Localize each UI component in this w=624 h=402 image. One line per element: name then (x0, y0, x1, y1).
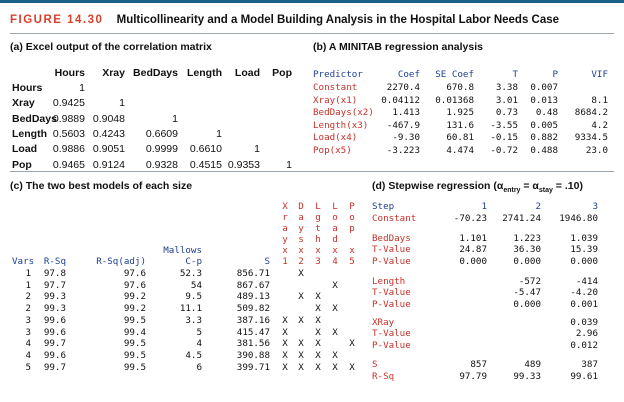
reg-vif: 8684.2 (574, 107, 608, 119)
bs-rsq-adj: 99.5 (123, 338, 146, 350)
reg-se: 670.8 (446, 82, 474, 93)
corr-header: Load (234, 67, 260, 79)
bs-included-mark: X (315, 314, 321, 326)
reg-predictor: Length(x3) (313, 119, 369, 131)
var-letter: x (298, 245, 304, 256)
s-value: 387 (581, 359, 598, 370)
corr-value: 0.9886 (52, 143, 85, 156)
reg-coef: -467.9 (386, 119, 420, 131)
reg-p: 0.013 (530, 94, 558, 106)
stepwise-value: 0.039 (570, 317, 598, 328)
reg-predictor: Load(x4) (313, 132, 358, 144)
reg-p: 0.48 (535, 107, 558, 119)
bs-rsq: 97.8 (43, 268, 66, 279)
bs-header: R-Sq(adj) (96, 256, 146, 267)
bs-cp: 4.5 (185, 349, 202, 361)
corr-row-label: Pop (12, 158, 32, 171)
stepwise-value: 2.96 (575, 328, 598, 340)
constant-label: Constant (372, 213, 417, 224)
var-letter: s (298, 234, 304, 245)
bs-cp: 9.5 (185, 291, 202, 303)
section-divider (10, 171, 614, 172)
s-label: S (372, 359, 378, 370)
stepwise-value: -5.47 (513, 287, 541, 299)
corr-row-label: Hours (12, 82, 43, 94)
corr-row-label: Load (12, 143, 38, 156)
stepwise-value: 15.39 (570, 244, 598, 256)
stepwise-value: 0.000 (513, 298, 541, 310)
bs-vars: 3 (25, 314, 31, 326)
var-letter: d (332, 234, 338, 245)
corr-value: 0.6609 (145, 127, 178, 140)
var-letter: a (282, 223, 288, 234)
rsq-value: 97.79 (459, 371, 487, 382)
bs-rsq-adj: 99.5 (123, 361, 146, 373)
bs-vars: 4 (25, 338, 31, 350)
corr-value: 0.9353 (227, 158, 260, 171)
rsq-value: 99.61 (570, 371, 598, 382)
var-letter: x (332, 245, 338, 256)
corr-row-label: Xray (12, 97, 35, 110)
bs-cp: 52.3 (179, 268, 202, 279)
panel-c-title: (c) The two best models of each size (10, 180, 193, 192)
bs-s: 415.47 (236, 326, 270, 338)
stepwise-value: -414 (575, 276, 598, 287)
bs-cp: 3.3 (185, 314, 202, 326)
stepwise-value: 0.012 (570, 339, 598, 351)
var-letter: g (315, 212, 321, 223)
bs-s: 856.71 (236, 268, 270, 279)
bs-included-mark: X (349, 338, 355, 350)
bs-vars: 1 (25, 268, 31, 279)
bs-included-mark: X (332, 303, 338, 315)
bs-rsq: 99.6 (43, 349, 66, 361)
corr-value: 0.9465 (52, 158, 85, 171)
var-letter: 4 (332, 256, 338, 267)
corr-value: 0.9328 (145, 158, 178, 171)
stepwise-row-label: T-Value (372, 287, 411, 299)
bs-included-mark: X (332, 349, 338, 361)
stepwise-value: 1.101 (459, 233, 487, 244)
reg-header: VIF (591, 69, 608, 80)
stepwise-row-label: Length (372, 276, 406, 287)
bs-included-mark: X (298, 268, 304, 279)
bs-rsq: 99.7 (43, 361, 66, 373)
bs-included-mark: X (298, 349, 304, 361)
bs-vars: 5 (25, 361, 31, 373)
bs-included-mark: X (315, 326, 321, 338)
bs-included-mark: X (315, 303, 321, 315)
corr-value: 1 (79, 82, 85, 94)
bs-rsq: 97.7 (43, 279, 66, 291)
bs-header: Vars (12, 256, 35, 267)
corr-header: Pop (272, 67, 292, 79)
bs-s: 387.16 (236, 314, 270, 326)
var-letter: x (315, 245, 321, 256)
bs-s: 509.82 (236, 303, 270, 315)
bs-rsq: 99.3 (43, 303, 66, 315)
reg-t: -0.15 (490, 132, 518, 144)
bs-included-mark: X (282, 338, 288, 350)
reg-se: 4.474 (446, 145, 474, 156)
bs-rsq-adj: 99.4 (123, 326, 146, 338)
stepwise-value: 24.87 (459, 244, 487, 256)
constant-value: -70.23 (453, 213, 487, 224)
bs-rsq-adj: 99.2 (123, 303, 146, 315)
bs-included-mark: X (349, 361, 355, 373)
corr-row-label: Length (12, 127, 47, 140)
reg-t: 3.01 (495, 94, 518, 106)
reg-vif: 4.2 (591, 119, 608, 131)
figure-caption: Multicollinearity and a Model Building Analysis in the Hospital Labor Needs Case (116, 14, 560, 26)
reg-header: P (552, 69, 558, 80)
corr-row-label: BedDays (12, 112, 57, 125)
stepwise-row-label: BedDays (372, 233, 411, 244)
reg-coef: 1.413 (392, 107, 420, 119)
reg-header: Predictor (313, 69, 363, 80)
bs-cp: 4 (196, 338, 202, 350)
var-letter: a (332, 223, 338, 234)
reg-t: 0.73 (495, 107, 518, 119)
bs-included-mark: X (332, 279, 338, 291)
reg-se: 131.6 (446, 119, 474, 131)
reg-predictor: BedDays(x2) (313, 107, 374, 119)
stepwise-value: -572 (518, 276, 541, 287)
var-letter: t (315, 223, 321, 234)
panel-d-title: (d) Stepwise regression $(\alpha_{entry} = \alpha_{stay} = .10)$ (372, 180, 583, 195)
reg-p: 0.882 (530, 132, 558, 144)
stepwise-row-label: P-Value (372, 298, 411, 310)
var-letter: P (349, 201, 355, 212)
reg-p: 0.005 (530, 119, 558, 131)
corr-value: 0.5603 (52, 127, 85, 140)
corr-value: 1 (172, 112, 178, 125)
bs-rsq: 99.3 (43, 291, 66, 303)
corr-value: 0.9051 (92, 143, 125, 156)
reg-se: 0.01368 (435, 94, 474, 106)
var-letter: 1 (282, 256, 288, 267)
reg-coef: -3.223 (386, 145, 420, 156)
corr-value: 0.9425 (52, 97, 85, 110)
corr-header: BedDays (133, 67, 178, 79)
reg-se: 60.81 (446, 132, 474, 144)
bs-rsq-adj: 99.2 (123, 291, 146, 303)
reg-se: 1.925 (446, 107, 474, 119)
corr-value: 0.4515 (189, 158, 222, 171)
corr-value: 0.9124 (92, 158, 125, 171)
corr-header: Xray (102, 67, 125, 79)
reg-predictor: Xray(x1) (313, 94, 358, 106)
bs-included-mark: X (298, 291, 304, 303)
bs-included-mark: X (315, 361, 321, 373)
bs-cp: 11.1 (179, 303, 202, 315)
reg-vif: 9334.5 (574, 132, 608, 144)
panel-a-title: (a) Excel output of the correlation matrix (10, 41, 212, 53)
stepwise-value: 1.039 (570, 233, 598, 244)
constant-value: 2741.24 (502, 213, 541, 224)
s-value: 857 (470, 359, 487, 370)
var-letter: x (282, 245, 288, 256)
bs-rsq-adj: 99.5 (123, 349, 146, 361)
reg-header: T (512, 69, 518, 80)
corr-header: Length (187, 67, 222, 79)
var-letter: 3 (315, 256, 321, 267)
stepwise-row-label: P-Value (372, 339, 411, 351)
bs-cp: 6 (196, 361, 202, 373)
bs-rsq-adj: 97.6 (123, 268, 146, 279)
bs-included-mark: X (282, 326, 288, 338)
bs-s: 489.13 (236, 291, 270, 303)
bs-s: 867.67 (236, 279, 270, 291)
bs-header: C-p (185, 256, 202, 267)
reg-predictor: Constant (313, 82, 358, 93)
bs-rsq-adj: 99.5 (123, 314, 146, 326)
bs-header: S (264, 256, 270, 267)
bs-included-mark: X (298, 338, 304, 350)
reg-t: -3.55 (490, 119, 518, 131)
stepwise-value: 0.001 (570, 298, 598, 310)
var-letter: 5 (349, 256, 355, 267)
step-number: 3 (592, 201, 598, 212)
corr-header: Hours (54, 67, 85, 79)
stepwise-value: 1.223 (513, 233, 541, 244)
bs-included-mark: X (282, 349, 288, 361)
stepwise-value: 0.000 (570, 255, 598, 267)
var-letter: a (298, 212, 304, 223)
bs-vars: 2 (25, 291, 31, 303)
bs-header: R-Sq (43, 256, 66, 267)
stepwise-row-label: XRay (372, 317, 395, 328)
reg-p: 0.007 (530, 82, 558, 93)
bs-rsq: 99.6 (43, 314, 66, 326)
bs-vars: 3 (25, 326, 31, 338)
var-letter: o (332, 212, 338, 223)
corr-value: 0.9999 (145, 143, 178, 156)
rsq-value: 99.33 (513, 371, 541, 382)
bs-rsq: 99.6 (43, 326, 66, 338)
corr-value: 0.9048 (92, 112, 125, 125)
corr-value: 0.9889 (52, 112, 85, 125)
bs-rsq-adj: 97.6 (123, 279, 146, 291)
bs-cp: 54 (190, 279, 202, 291)
figure-label: FIGURE 14.30 (10, 14, 104, 26)
stepwise-row-label: T-Value (372, 244, 411, 256)
step-label: Step (372, 201, 395, 212)
rsq-label: R-Sq (372, 371, 395, 382)
var-letter: L (315, 201, 321, 212)
reg-t: 3.38 (495, 82, 518, 93)
bs-included-mark: X (315, 338, 321, 350)
reg-t: -0.72 (490, 145, 518, 156)
stepwise-row-label: P-Value (372, 255, 411, 267)
corr-value: 1 (216, 127, 222, 140)
panel-b-title: (b) A MINITAB regression analysis (313, 41, 483, 53)
constant-value: 1946.80 (559, 213, 598, 224)
bs-included-mark: X (282, 314, 288, 326)
reg-coef: -9.30 (392, 132, 420, 144)
bs-included-mark: X (298, 361, 304, 373)
var-letter: L (332, 201, 338, 212)
figure-title (10, 14, 559, 26)
var-letter: y (298, 223, 304, 234)
step-number: 1 (481, 201, 487, 212)
var-letter: D (298, 201, 304, 212)
reg-vif: 23.0 (585, 145, 608, 156)
bs-vars: 1 (25, 279, 31, 291)
title-divider (10, 33, 614, 34)
corr-value: 1 (119, 97, 125, 110)
var-letter: 2 (298, 256, 304, 267)
var-letter: x (349, 245, 355, 256)
reg-vif: 8.1 (591, 94, 608, 106)
bs-vars: 4 (25, 349, 31, 361)
reg-p: 0.488 (530, 145, 558, 156)
var-letter: r (282, 212, 288, 223)
var-letter: y (282, 234, 288, 245)
stepwise-value: 0.000 (513, 255, 541, 267)
top-accent-bar (0, 0, 624, 3)
stepwise-row-label: T-Value (372, 328, 411, 340)
reg-header: SE Coef (435, 69, 474, 80)
bs-s: 390.88 (236, 349, 270, 361)
corr-value: 0.6610 (189, 143, 222, 156)
reg-coef: 2270.4 (386, 82, 420, 93)
bs-s: 381.56 (236, 338, 270, 350)
bs-included-mark: X (332, 361, 338, 373)
bs-vars: 2 (25, 303, 31, 315)
mallows-label: Mallows (163, 245, 202, 256)
bs-included-mark: X (282, 361, 288, 373)
reg-coef: 0.04112 (381, 94, 420, 106)
step-number: 2 (535, 201, 541, 212)
bs-included-mark: X (298, 314, 304, 326)
bs-included-mark: X (332, 326, 338, 338)
var-letter: o (349, 212, 355, 223)
bs-s: 399.71 (236, 361, 270, 373)
var-letter: X (282, 201, 288, 212)
bs-rsq: 99.7 (43, 338, 66, 350)
reg-predictor: Pop(x5) (313, 145, 352, 156)
corr-value: 0.4243 (92, 127, 125, 140)
var-letter: p (349, 223, 355, 234)
bs-included-mark: X (315, 291, 321, 303)
stepwise-value: 36.30 (513, 244, 541, 256)
bs-cp: 5 (196, 326, 202, 338)
var-letter: h (315, 234, 321, 245)
corr-value: 1 (254, 143, 260, 156)
s-value: 489 (524, 359, 541, 370)
reg-header: Coef (397, 69, 420, 80)
bs-included-mark: X (315, 349, 321, 361)
corr-value: 1 (286, 158, 292, 171)
stepwise-value: -4.20 (570, 287, 598, 299)
stepwise-value: 0.000 (459, 255, 487, 267)
